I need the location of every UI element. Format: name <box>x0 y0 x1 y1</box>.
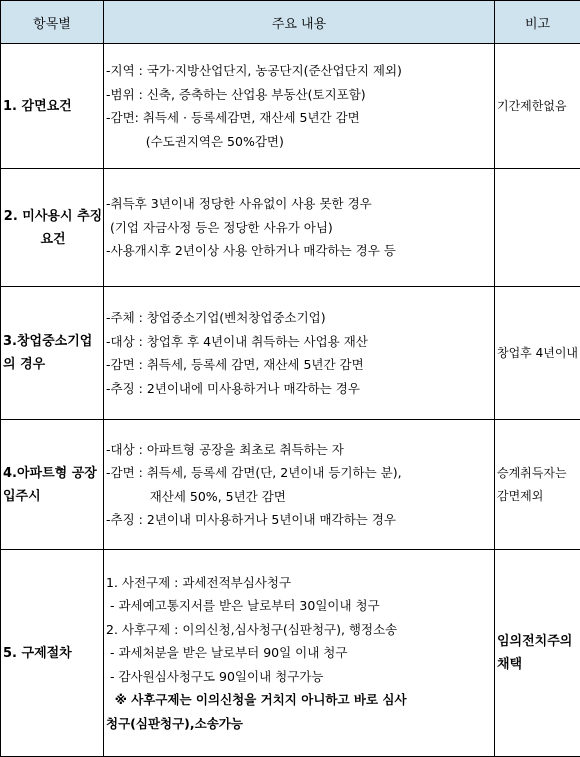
row-content <box>104 287 495 420</box>
content-line: -감면 : 취득세, 등록세 감면(단, 2년이내 등기하는 분), <box>106 461 494 485</box>
table-row <box>1 169 580 287</box>
row-item-label: 3.창업중소기업의 경우 <box>1 287 104 420</box>
content-line: -주체 : 창업중소기업(벤처창업중소기업) <box>106 306 494 330</box>
row-note: 승계취득자는 감면제외 <box>495 420 580 550</box>
row-content <box>104 44 495 169</box>
content-line: -대상 : 창업후 후 4년이내 취득하는 사업용 재산 <box>106 330 494 354</box>
content-line: - 감사원심사청구도 90일이내 청구가능 <box>106 665 494 689</box>
row-note <box>495 169 580 287</box>
table-row <box>1 420 580 550</box>
row-item-label: 4.아파트형 공장입주시 <box>1 420 104 550</box>
content-line: 재산세 50%, 5년간 감면 <box>106 485 494 509</box>
content-line: -사용개시후 2년이상 사용 안하거나 매각하는 경우 등 <box>106 239 494 263</box>
header-note: 비고 <box>495 1 580 44</box>
content-line: -지역 : 국가·지방산업단지, 농공단지(준산업단지 제외) <box>106 59 494 83</box>
row-content <box>104 550 495 757</box>
content-line: 2. 사후구제 : 이의신청,심사청구(심판청구), 행정소송 <box>106 618 494 642</box>
row-item-label: 2. 미사용시 추징 요건 <box>1 169 104 287</box>
row-note: 임의전치주의 채택 <box>495 550 580 757</box>
content-line: (수도권지역은 50%감면) <box>106 130 494 154</box>
table-row <box>1 44 580 169</box>
content-line: -대상 : 아파트형 공장을 최초로 취득하는 자 <box>106 438 494 462</box>
row-note: 창업후 4년이내 <box>495 287 580 420</box>
row-note: 기간제한없음 <box>495 44 580 169</box>
content-line: -감면: 취득세 · 등록세감면, 재산세 5년간 감면 <box>106 106 494 130</box>
row-content <box>104 169 495 287</box>
content-line: 1. 사전구제 : 과세전적부심사청구 <box>106 571 494 595</box>
content-line: -추징 : 2년이내 미사용하거나 5년이내 매각하는 경우 <box>106 508 494 532</box>
content-line: -감면 : 취득세, 등록세 감면, 재산세 5년간 감면 <box>106 353 494 377</box>
table-row <box>1 550 580 757</box>
table-header-row <box>1 1 580 44</box>
row-item-label: 5. 구제절차 <box>1 550 104 757</box>
table-row <box>1 287 580 420</box>
content-line: -취득후 3년이내 정당한 사유없이 사용 못한 경우 <box>106 192 494 216</box>
content-line: 청구(심판청구),소송가능 <box>106 712 494 736</box>
row-item-label: 1. 감면요건 <box>1 44 104 169</box>
row-content <box>104 420 495 550</box>
content-line: (기업 자금사정 등은 정당한 사유가 아님) <box>106 216 494 240</box>
header-content: 주요 내용 <box>104 1 495 44</box>
header-item: 항목별 <box>1 1 104 44</box>
content-line: -추징 : 2년이내에 미사용하거나 매각하는 경우 <box>106 377 494 401</box>
content-line: - 과세처분을 받은 날로부터 90일 이내 청구 <box>106 641 494 665</box>
content-line: - 과세예고통지서를 받은 날로부터 30일이내 청구 <box>106 594 494 618</box>
content-line: -범위 : 신축, 증축하는 산업용 부동산(토지포함) <box>106 83 494 107</box>
content-line: ※ 사후구제는 이의신청을 거치지 아니하고 바로 심사 <box>106 688 494 712</box>
